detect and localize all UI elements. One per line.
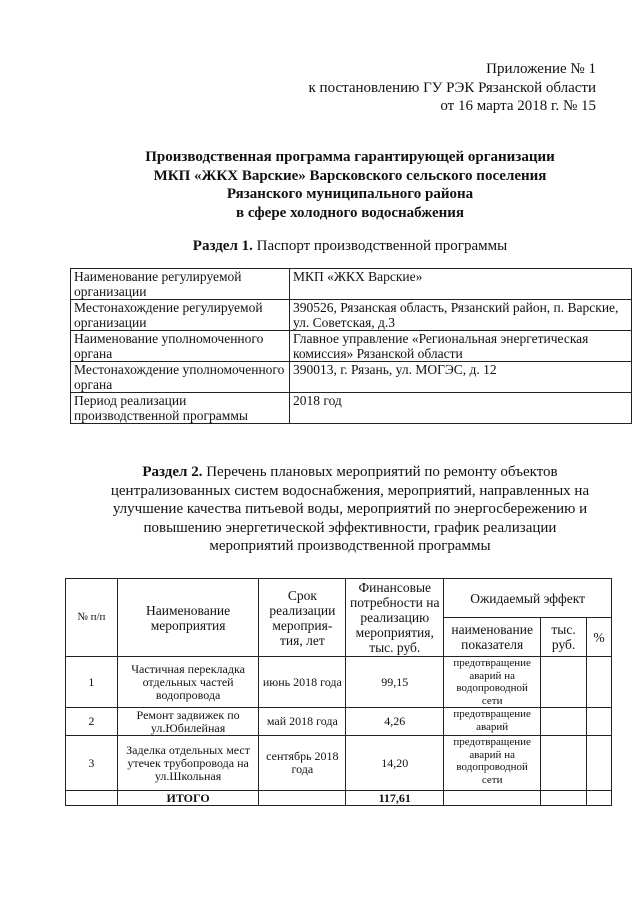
title-line-4: в сфере холодного водоснабжения bbox=[235, 204, 465, 221]
cell-num: 2 bbox=[66, 708, 118, 736]
total-empty-cell bbox=[66, 791, 118, 806]
total-value: 117,61 bbox=[346, 791, 444, 806]
section-2-number: Раздел 2. bbox=[142, 464, 203, 480]
cell-thousand bbox=[541, 736, 587, 791]
passport-value: МКП «ЖКХ Варские» bbox=[290, 269, 632, 300]
cell-percent bbox=[587, 736, 612, 791]
section-1-number: Раздел 1. bbox=[192, 238, 253, 254]
header-effect: Ожидаемый эффект bbox=[444, 579, 612, 618]
total-empty-cell bbox=[587, 791, 612, 806]
total-label: ИТОГО bbox=[117, 791, 259, 806]
section-2-line-2: централизованных систем водоснабжения, мероприятий, направленных на bbox=[110, 482, 590, 499]
cell-num: 1 bbox=[66, 657, 118, 708]
section-1-heading bbox=[60, 237, 640, 255]
cell-percent bbox=[587, 657, 612, 708]
section-2-line-4: повышению энергетической эффективности, график реализации bbox=[143, 519, 557, 536]
table-row bbox=[71, 300, 632, 331]
header-term: Срок реализации мероприя-тия, лет bbox=[259, 579, 346, 657]
title-line-2: МКП «ЖКХ Варские» Варсковского сельского поселения bbox=[153, 167, 547, 184]
passport-value: Главное управление «Региональная энергетическая комиссия» Рязанской области bbox=[290, 331, 632, 362]
header-name: Наименование мероприятия bbox=[117, 579, 259, 657]
total-empty-cell bbox=[444, 791, 541, 806]
section-2-heading bbox=[60, 463, 640, 556]
cell-term: май 2018 года bbox=[259, 708, 346, 736]
cell-term: сентябрь 2018 года bbox=[259, 736, 346, 791]
cell-name: Ремонт задвижек по ул.Юбилейная bbox=[117, 708, 259, 736]
cell-indicator: предотвращение аварий на водопроводной сети bbox=[444, 736, 541, 791]
appendix-line-1: Приложение № 1 bbox=[486, 61, 596, 77]
total-empty-cell bbox=[541, 791, 587, 806]
cell-indicator: предотвращение аварий bbox=[444, 708, 541, 736]
table-header-row bbox=[66, 579, 612, 618]
passport-label: Период реализации производственной программы bbox=[71, 393, 290, 424]
passport-label: Местонахождение регулируемой организации bbox=[71, 300, 290, 331]
cell-percent bbox=[587, 708, 612, 736]
cell-finance: 99,15 bbox=[346, 657, 444, 708]
appendix-reference bbox=[309, 60, 596, 116]
appendix-line-3: от 16 марта 2018 г. № 15 bbox=[440, 98, 596, 114]
cell-name: Частичная перекладка отдельных частей водопровода bbox=[117, 657, 259, 708]
cell-thousand bbox=[541, 708, 587, 736]
header-thousand: тыс. руб. bbox=[541, 618, 587, 657]
table-row bbox=[71, 393, 632, 424]
passport-value: 390526, Рязанская область, Рязанский район, п. Варские, ул. Советская, д.3 bbox=[290, 300, 632, 331]
passport-table bbox=[70, 268, 632, 424]
table-row bbox=[66, 708, 612, 736]
table-row bbox=[66, 657, 612, 708]
table-total-row bbox=[66, 791, 612, 806]
passport-label: Наименование регулируемой организации bbox=[71, 269, 290, 300]
table-row bbox=[71, 331, 632, 362]
header-finance: Финансовые потребности на реализацию мероприятия, тыс. руб. bbox=[346, 579, 444, 657]
cell-term: июнь 2018 года bbox=[259, 657, 346, 708]
table-row bbox=[71, 362, 632, 393]
section-2-line-1: Перечень плановых мероприятий по ремонту объектов bbox=[202, 464, 558, 480]
cell-name: Заделка отдельных мест утечек трубопровода на ул.Школьная bbox=[117, 736, 259, 791]
header-num: № п/п bbox=[66, 579, 118, 657]
section-2-line-5: мероприятий производственной программы bbox=[209, 538, 491, 554]
cell-finance: 4,26 bbox=[346, 708, 444, 736]
document-title bbox=[60, 148, 640, 222]
title-line-1: Производственная программа гарантирующей организации bbox=[145, 149, 555, 165]
passport-label: Местонахождение уполномоченного органа bbox=[71, 362, 290, 393]
header-percent: % bbox=[587, 618, 612, 657]
header-indicator: наименование показателя bbox=[444, 618, 541, 657]
section-1-title: Паспорт производственной программы bbox=[252, 238, 508, 254]
section-2-line-3: улучшение качества питьевой воды, мероприятий по энергосбережению и bbox=[112, 501, 588, 517]
cell-indicator: предотвращение аварий на водопроводной сети bbox=[444, 657, 541, 708]
total-empty-cell bbox=[259, 791, 346, 806]
table-row bbox=[71, 269, 632, 300]
cell-num: 3 bbox=[66, 736, 118, 791]
cell-thousand bbox=[541, 657, 587, 708]
passport-label: Наименование уполномоченного органа bbox=[71, 331, 290, 362]
appendix-line-2: к постановлению ГУ РЭК Рязанской области bbox=[308, 79, 596, 96]
cell-finance: 14,20 bbox=[346, 736, 444, 791]
passport-value: 390013, г. Рязань, ул. МОГЭС, д. 12 bbox=[290, 362, 632, 393]
measures-table bbox=[65, 578, 612, 806]
passport-value: 2018 год bbox=[290, 393, 632, 424]
title-line-3: Рязанского муниципального района bbox=[226, 186, 474, 202]
table-row bbox=[66, 736, 612, 791]
